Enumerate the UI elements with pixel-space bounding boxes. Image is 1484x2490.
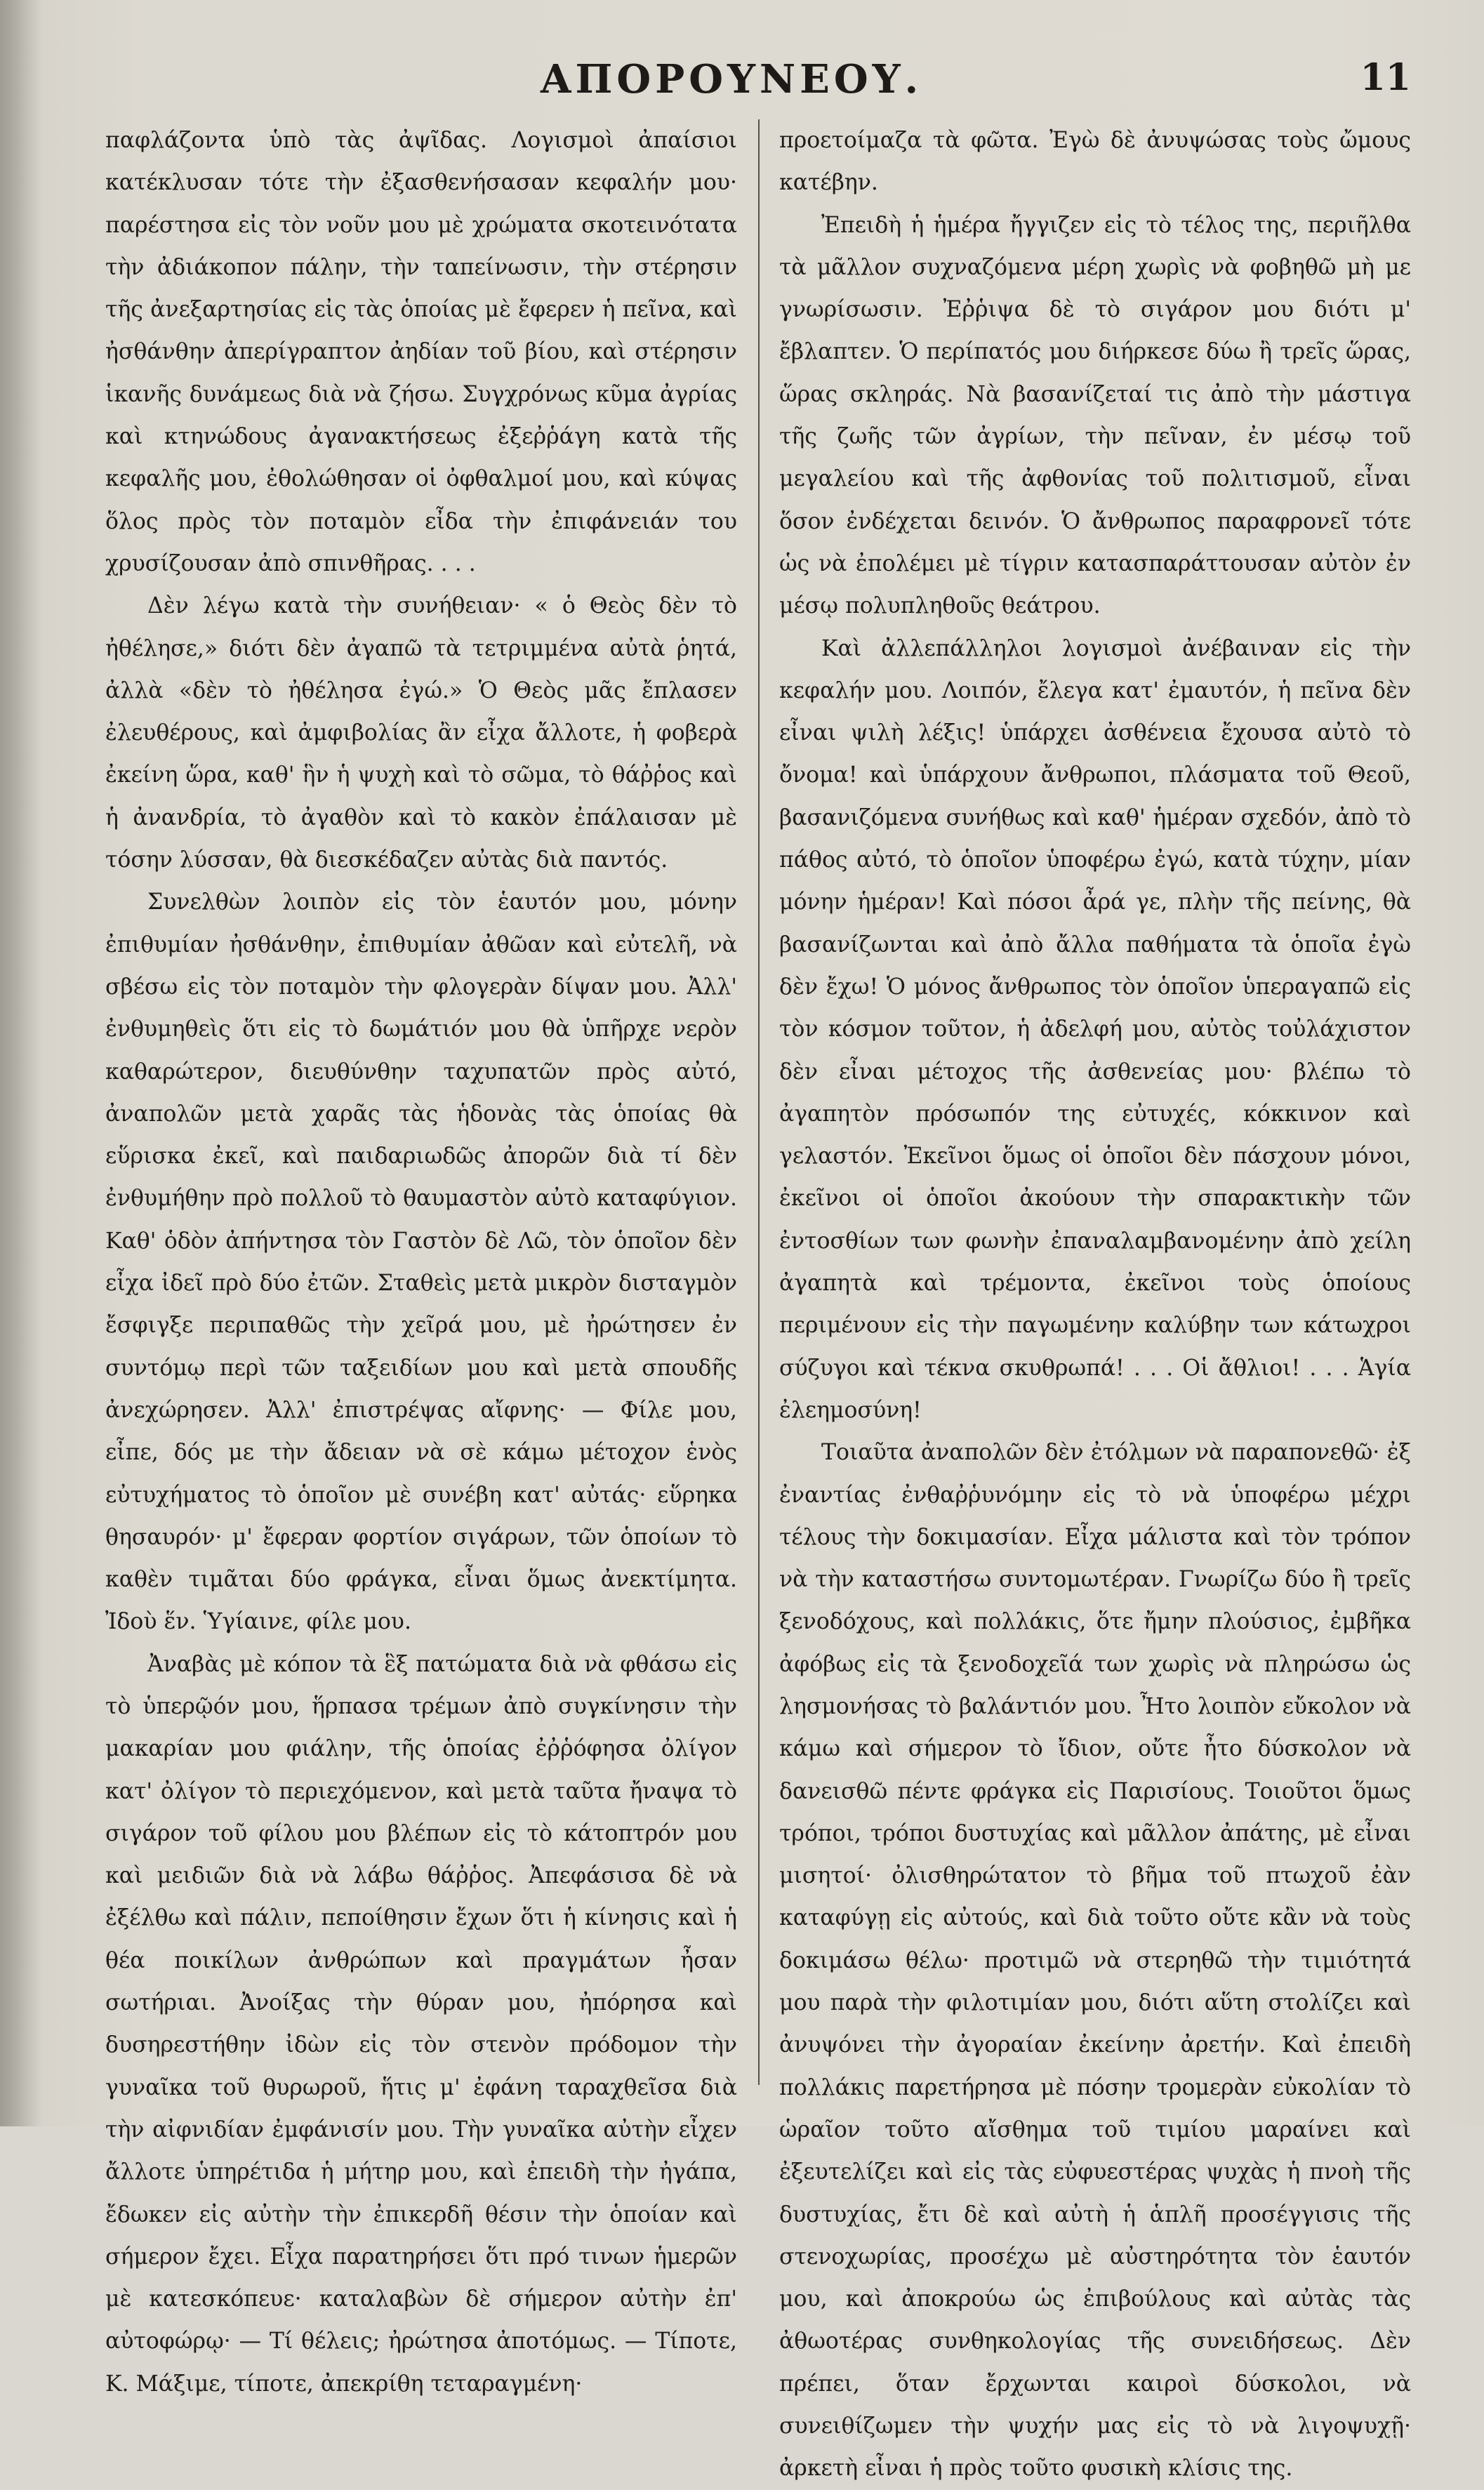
paragraph: Συνελθὼν λοιπὸν εἰς τὸν ἑαυτόν μου, μόνην ἐπιθυμίαν ἠσθάνθην, ἐπιθυμίαν ἀθῶαν καὶ εὐτελῆ, νὰ σβέσω εἰς τὸν ποταμὸν τὴν φλογερὰν δίψαν μου. Ἀλλ' ἐνθυμηθεὶς ὅτι εἰς τὸ δωμάτιόν μου θὰ ὑπῆρχε νερὸν καθαρώτερον, διευθύνθην ταχυπατῶν πρὸς αὐτό, ἀναπολῶν μετὰ χαρᾶς τὰς ἡδονὰς τὰς ὁποίας θὰ εὕρισκα ἐκεῖ, καὶ παιδαριωδῶς ἀπορῶν διὰ τί δὲν ἐνθυμήθην πρὸ πολλοῦ τὸ θαυμαστὸν αὐτὸ καταφύγιον. Καθ' ὁδὸν ἀπήντησα τὸν Γαστὸν δὲ Λῶ, τὸν ὁποῖον δὲν εἶχα ἰδεῖ πρὸ δύο ἐτῶν. Σταθεὶς μετὰ μικρὸν δισταγμὸν ἔσφιγξε περιπαθῶς τὴν χεῖρά μου, μὲ ἠρώτησεν ἐν συντόμῳ περὶ τῶν ταξειδίων μου καὶ μετὰ σπουδῆς ἀνεχώρησεν. Ἀλλ' ἐπιστρέψας αἴφνης· — Φίλε μου, εἶπε, δός με τὴν ἄδειαν νὰ σὲ κάμω μέτοχον ἑνὸς εὐτυχήματος τὸ ὁποῖον μὲ συνέβη κατ' αὐτάς· εὕρηκα θησαυρόν· μ' ἔφεραν φορτίον σιγάρων, τῶν ὁποίων τὸ καθὲν τιμᾶται δύο φράγκα, εἶναι ὅμως ἀνεκτίμητα. Ἰδοὺ ἕν. Ὑγίαινε, φίλε μου. — [105, 889, 737, 1635]
running-head: ΑΠΟΡΟΥΝΕΟΥ. — [541, 56, 923, 102]
paragraph: Δὲν λέγω κατὰ τὴν συνήθειαν· « ὁ Θεὸς δὲν τὸ ἠθέλησε,» διότι δὲν ἀγαπῶ τὰ τετριμμένα αὐτὰ ῥητά, ἀλλὰ «δὲν τὸ ἠθέλησα ἐγώ.» Ὁ Θεὸς μᾶς ἔπλασεν ἐλευθέρους, καὶ ἀμφιβολίας ἂν εἶχα ἄλλοτε, ἡ φοβερὰ ἐκείνη ὥρα, καθ' ἣν ἡ ψυχὴ καὶ τὸ σῶμα, τὸ θάῤῥος καὶ ἡ ἀνανδρία, τὸ ἀγαθὸν καὶ τὸ κακὸν ἐπάλαισαν μὲ τόσην λύσσαν, θὰ διεσκέδαζεν αὐτὰς διὰ παντός. — [105, 593, 737, 873]
paragraph: Ἐπειδὴ ἡ ἡμέρα ἤγγιζεν εἰς τὸ τέλος της, περιῆλθα τὰ μᾶλλον συχναζόμενα μέρη χωρὶς νὰ φοβηθῶ μὴ με γνωρίσωσιν. Ἐῤῥιψα δὲ τὸ σιγάρον μου διότι μ' ἔβλαπτεν. Ὁ περίπατός μου διήρκεσε δύω ἢ τρεῖς ὥρας, ὥρας σκληράς. Νὰ βασανίζεταί τις ἀπὸ τὴν μάστιγα τῆς ζωῆς τῶν ἀγρίων, τὴν πεῖναν, ἐν μέσῳ τοῦ μεγαλείου καὶ τῆς ἀφθονίας τοῦ πολιτισμοῦ, εἶναι ὅσον ἐνδέχεται δεινόν. Ὁ ἄνθρωπος παραφρονεῖ τότε ὡς νὰ ἐπολέμει μὲ τίγριν κατασπαράττουσαν αὐτὸν ἐν μέσῳ πολυπληθοῦς θεάτρου. — [779, 212, 1411, 619]
left-column — [105, 119, 737, 2405]
paragraph: Τοιαῦτα ἀναπολῶν δὲν ἐτόλμων νὰ παραπονεθῶ· ἐξ ἐναντίας ἐνθαῤῥυνόμην εἰς τὸ νὰ ὑποφέρω μέχρι τέλους τὴν δοκιμασίαν. Εἶχα μάλιστα καὶ τὸν τρόπον νὰ τὴν καταστήσω συντομωτέραν. Γνωρίζω δύο ἢ τρεῖς ξενοδόχους, καὶ πολλάκις, ὅτε ἤμην πλούσιος, ἐμβῆκα ἀφόβως εἰς τὰ ξενοδοχεῖά των χωρὶς νὰ πληρώσω ὡς λησμονήσας τὸ βαλάντιόν μου. Ἦτο λοιπὸν εὔκολον νὰ κάμω καὶ σήμερον τὸ ἴδιον, οὔτε ἦτο δύσκολον νὰ δανεισθῶ πέντε φράγκα εἰς Παρισίους. Τοιοῦτοι ὅμως τρόποι, τρόποι δυστυχίας καὶ μᾶλλον ἀπάτης, μὲ εἶναι μισητοί· ὀλισθηρώτατον τὸ βῆμα τοῦ πτωχοῦ ἐὰν καταφύγῃ εἰς αὐτούς, καὶ διὰ τοῦτο οὔτε κἂν νὰ τοὺς δοκιμάσω θέλω· προτιμῶ νὰ στερηθῶ τὴν τιμιότητά μου παρὰ τὴν φιλοτιμίαν μου, διότι αὕτη στολίζει καὶ ἀνυψόνει τὴν ἀγοραίαν ἐκείνην ἀρετήν. Καὶ ἐπειδὴ πολλάκις παρετήρησα μὲ πόσην τρομερὰν εὐκολίαν τὸ ὡραῖον τοῦτο αἴσθημα τοῦ τιμίου μαραίνει καὶ ἐξευτελίζει καὶ εἰς τὰς εὐφυεστέρας ψυχὰς ἡ πνοὴ τῆς δυστυχίας, ἔτι δὲ καὶ αὐτὴ ἡ ἁπλῆ προσέγγισις τῆς στενοχωρίας, προσέχω μὲ αὐστηρότητα τὸν ἑαυτόν μου, καὶ ἀποκρούω ὡς ἐπιβούλους καὶ αὐτὰς τὰς ἀθωοτέρας συνθηκολογίας τῆς συνειδήσεως. Δὲν πρέπει, ὅταν ἔρχωνται καιροὶ δύσκολοι, νὰ συνειθίζωμεν τὴν ψυχήν μας εἰς τὸ νὰ λιγοψυχῇ· ἀρκετὴ εἶναι ἡ πρὸς τοῦτο φυσικὴ κλίσις της. — [779, 1440, 1411, 2482]
paragraph: παφλάζοντα ὑπὸ τὰς ἀψῖδας. Λογισμοὶ ἀπαίσιοι κατέκλυσαν τότε τὴν ἐξασθενήσασαν κεφαλήν μου· παρέστησα εἰς τὸν νοῦν μου μὲ χρώματα σκοτεινότατα τὴν ἀδιάκοπον πάλην, τὴν ταπείνωσιν, τὴν στέρησιν τῆς ἀνεξαρτησίας εἰς τὰς ὁποίας μὲ ἔφερεν ἡ πεῖνα, καὶ ἠσθάνθην ἀπερίγραπτον ἀηδίαν τοῦ βίου, καὶ στέρησιν ἱκανῆς δυνάμεως διὰ νὰ ζήσω. Συγχρόνως κῦμα ἀγρίας καὶ κτηνώδους ἀγανακτήσεως ἐξεῤῥάγη κατὰ τῆς κεφαλῆς μου, ἐθολώθησαν οἱ ὀφθαλμοί μου, καὶ κύψας ὅλος πρὸς τὸν ποταμὸν εἶδα τὴν ἐπιφάνειάν του χρυσίζουσαν ἀπὸ σπινθῆρας. . . . — [105, 128, 737, 576]
paragraph: Ἀναβὰς μὲ κόπον τὰ ἓξ πατώματα διὰ νὰ φθάσω εἰς τὸ ὑπερῷόν μου, ἥρπασα τρέμων ἀπὸ συγκίνησιν τὴν μακαρίαν μου φιάλην, τῆς ὁποίας ἐῤῥόφησα ὀλίγον κατ' ὀλίγον τὸ περιεχόμενον, καὶ μετὰ ταῦτα ἤναψα τὸ σιγάρον τοῦ φίλου μου βλέπων εἰς τὸ κάτοπτρόν μου καὶ μειδιῶν διὰ νὰ λάβω θάῤῥος. Ἀπεφάσισα δὲ νὰ ἐξέλθω καὶ πάλιν, πεποίθησιν ἔχων ὅτι ἡ κίνησις καὶ ἡ θέα ποικίλων ἀνθρώπων καὶ πραγμάτων ἦσαν σωτήριαι. Ἀνοίξας τὴν θύραν μου, ἠπόρησα καὶ δυσηρεστήθην ἰδὼν εἰς τὸν στενὸν πρόδομον τὴν γυναῖκα τοῦ θυρωροῦ, ἥτις μ' ἐφάνη ταραχθεῖσα διὰ τὴν αἰφνιδίαν ἐμφάνισίν μου. Τὴν γυναῖκα αὐτὴν εἶχεν ἄλλοτε ὑπηρέτιδα ἡ μήτηρ μου, καὶ ἐπειδὴ τὴν ἠγάπα, ἔδωκεν εἰς αὐτὴν τὴν ἐπικερδῆ θέσιν τὴν ὁποίαν καὶ σήμερον ἔχει. Εἶχα παρατηρήσει ὅτι πρό τινων ἡμερῶν μὲ κατεσκόπευε· καταλαβὼν δὲ σήμερον αὐτὴν ἐπ' αὐτοφώρῳ· — Τί θέλεις; ἠρώτησα ἀποτόμως. — Τίποτε, Κ. Μάξιμε, τίποτε, ἀπεκρίθη τεταραγμένη· — [105, 1651, 737, 2397]
paragraph: Καὶ ἀλλεπάλληλοι λογισμοὶ ἀνέβαιναν εἰς τὴν κεφαλήν μου. Λοιπόν, ἔλεγα κατ' ἐμαυτόν, ἡ πεῖνα δὲν εἶναι ψιλὴ λέξις! ὑπάρχει ἀσθένεια ἔχουσα αὐτὸ τὸ ὄνομα! καὶ ὑπάρχουν ἄνθρωποι, πλάσματα τοῦ Θεοῦ, βασανιζόμενα συνήθως καὶ καθ' ἡμέραν σχεδόν, ἀπὸ τὸ πάθος αὐτό, τὸ ὁποῖον ὑποφέρω ἐγώ, κατὰ τύχην, μίαν μόνην ἡμέραν! Καὶ πόσοι ἆρά γε, πλὴν τῆς πείνης, θὰ βασανίζωνται καὶ ἀπὸ ἄλλα παθήματα τὰ ὁποῖα ἐγὼ δὲν ἔχω! Ὁ μόνος ἄνθρωπος τὸν ὁποῖον ὑπεραγαπῶ εἰς τὸν κόσμον τοῦτον, ἡ ἀδελφή μου, αὐτὸς τοὐλάχιστον δὲν εἶναι μέτοχος τῆς ἀσθενείας μου· βλέπω τὸ ἀγαπητὸν πρόσωπόν της εὐτυχές, κόκκινον καὶ γελαστόν. Ἐκεῖνοι ὅμως οἱ ὁποῖοι δὲν πάσχουν μόνοι, ἐκεῖνοι οἱ ὁποῖοι ἀκούουν τὴν σπαρακτικὴν τῶν ἐντοσθίων των φωνὴν ἐπαναλαμβανομένην ἀπὸ χείλη ἀγαπητὰ καὶ τρέμοντα, ἐκεῖνοι τοὺς ὁποίους περιμένουν εἰς τὴν παγωμένην καλύβην των κάτωχροι σύζυγοι καὶ τέκνα σκυθρωπά! . . . Οἱ ἄθλιοι! . . . Ἁγία ἐλεημοσύνη! — [779, 635, 1411, 1423]
paragraph: προετοίμαζα τὰ φῶτα. Ἐγὼ δὲ ἀνυψώσας τοὺς ὤμους κατέβην. — [779, 128, 1411, 196]
page-header — [105, 42, 1439, 105]
column-rule — [758, 119, 760, 2085]
right-column — [779, 119, 1411, 2490]
page-number: 11 — [1360, 56, 1411, 99]
binding-shadow — [0, 0, 42, 2126]
